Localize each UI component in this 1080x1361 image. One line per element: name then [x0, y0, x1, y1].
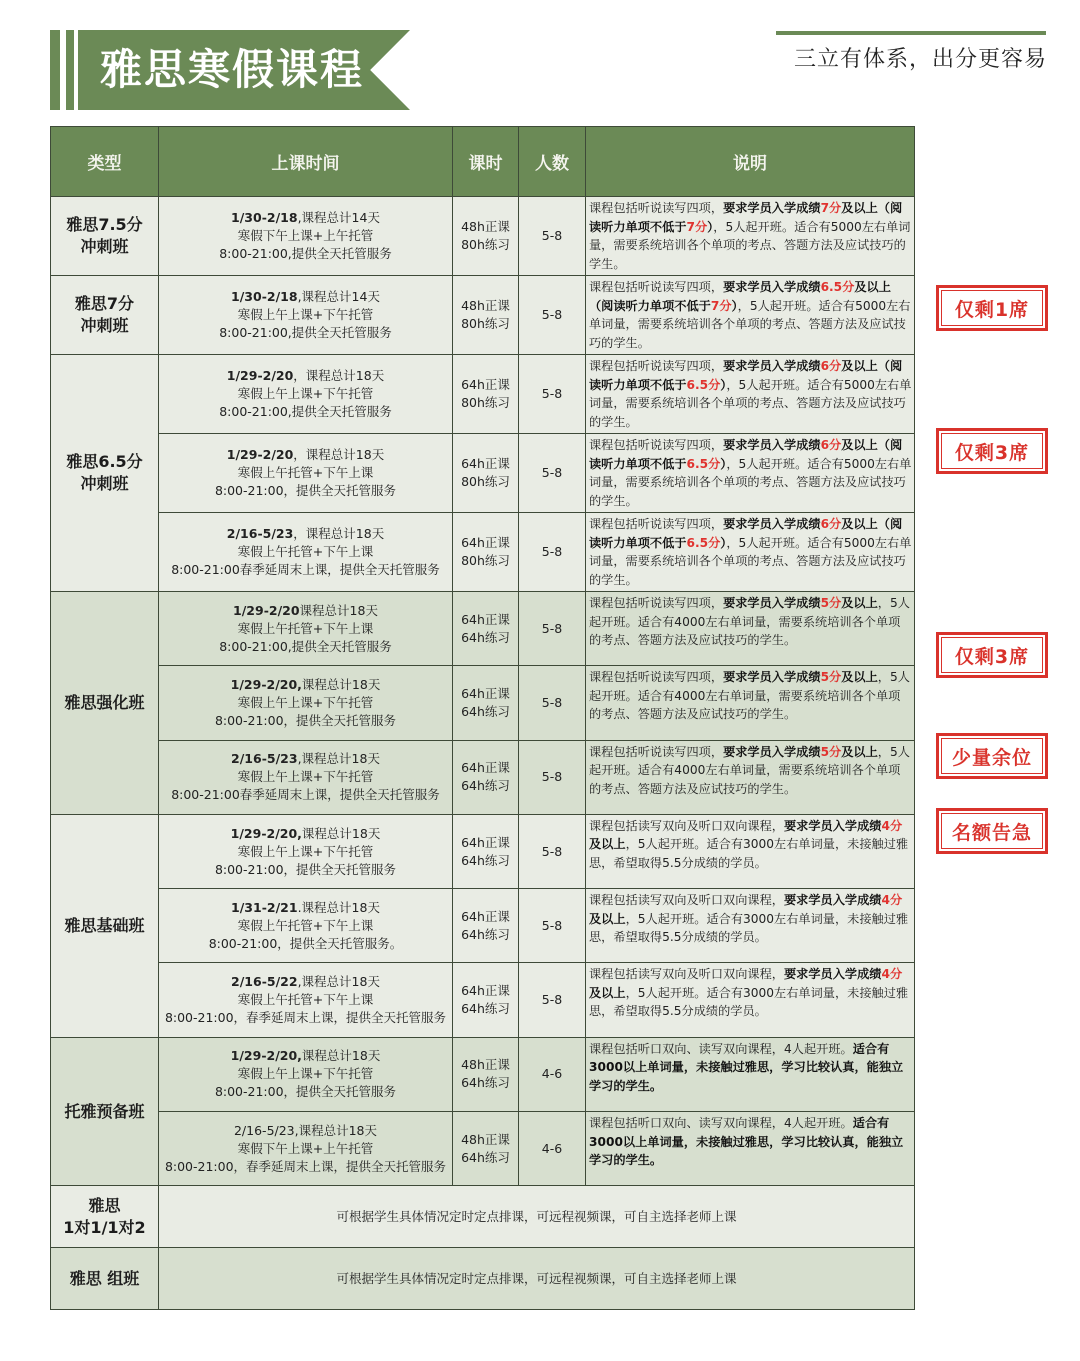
schedule-cell — [159, 889, 453, 963]
date-range: 1/29-2/20 — [233, 602, 300, 618]
description-post: ，5人起开班。适合有5000左右单词量，需要系统培训各个单项的考点、答题方法及应试技巧的学生。 — [589, 535, 912, 587]
course-duration: ,课程总计14天 — [297, 210, 380, 225]
description-post: ，5人起开班。适合有5000左右单词量，需要系统培训各个单项的考点、答题方法及应试技巧的学生。 — [589, 298, 911, 350]
description-cell — [586, 963, 915, 1037]
description-b2: 及以上 — [589, 911, 626, 926]
description-b2: 及以上（阅读听力单项不低于 — [589, 438, 903, 471]
hours-cell — [453, 197, 519, 276]
course-type-cell — [51, 276, 159, 355]
service-hours: 8:00-21:00，提供全天托管服务 — [214, 483, 397, 498]
page-title: 雅思寒假课程 — [100, 45, 365, 94]
description-r1: 6分 — [820, 517, 842, 531]
description-b1: 适合有3000以上单词量，未接触过雅思，学习比较认真，能独立学习的学生。 — [589, 1116, 904, 1168]
hours-cell — [453, 1112, 519, 1186]
description-r1: 4分 — [881, 818, 903, 833]
course-type-name: 雅思6.5分 — [66, 452, 143, 471]
description-r2: 6.5分 — [686, 456, 721, 471]
col-header-desc: 说明 — [586, 127, 915, 197]
course-type-name: 雅思基础班 — [64, 915, 145, 935]
practice-hours: 64h练习 — [461, 926, 510, 942]
description-b1: 要求学员入学成绩 — [723, 596, 821, 610]
stamp-label: 少量余位 — [941, 738, 1043, 774]
stamp-label: 仅剩1席 — [941, 290, 1043, 326]
course-type-cell — [51, 197, 159, 276]
class-size-cell: 5-8 — [519, 963, 586, 1037]
course-duration: ,课程总计14天 — [297, 289, 380, 304]
course-duration: .课程总计18天 — [297, 899, 380, 915]
hours-cell — [453, 1037, 519, 1111]
course-type-suffix: 1对1/1对2 — [63, 1217, 146, 1237]
table-row — [51, 1248, 915, 1310]
class-size-cell: 4-6 — [519, 1037, 586, 1111]
service-hours: 8:00-21:00，春季延周末上课，提供全天托管服务 — [164, 1010, 447, 1026]
daily-arrangement: 寒假上午上课+下午托管 — [237, 1066, 374, 1082]
description-b2: 及以上 — [841, 670, 878, 685]
description-post: ，5人起开班。适合有3000左右单词量，未接触过雅思，希望取得5.5分成绩的学员。 — [589, 911, 909, 945]
description-cell — [586, 666, 915, 740]
course-type-suffix: 冲刺班 — [80, 474, 129, 493]
course-type-suffix: 冲刺班 — [80, 316, 129, 335]
description-pre: 课程包括听说读写四项， — [589, 670, 724, 685]
date-range: 2/16-5/22 — [231, 974, 298, 990]
daily-arrangement: 寒假上午托管+下午上课 — [237, 917, 374, 933]
service-hours: 8:00-21:00，春季延周末上课，提供全天托管服务 — [164, 1158, 447, 1174]
daily-arrangement: 寒假上午托管+下午上课 — [237, 620, 374, 636]
course-type-cell — [51, 1248, 159, 1310]
description-post: ，5人起开班。适合有4000左右单词量，需要系统培训各个单项的考点、答题方法及应试技巧的学生。 — [589, 670, 910, 722]
course-duration: ,课程总计18天 — [297, 751, 380, 767]
class-size-cell: 5-8 — [519, 355, 586, 434]
course-duration: 课程总计18天 — [299, 602, 378, 618]
service-hours: 8:00-21:00，提供全天托管服务 — [214, 1084, 397, 1100]
course-type-name: 雅思7.5分 — [66, 215, 143, 234]
hours-cell — [453, 666, 519, 740]
service-hours: 8:00-21:00春季延周末上课，提供全天托管服务 — [171, 562, 440, 577]
course-duration: ，课程总计18天 — [293, 526, 385, 541]
description-post: ，5人起开班。适合有3000左右单词量，未接触过雅思，希望取得5.5分成绩的学员。 — [589, 985, 909, 1019]
availability-stamp — [936, 285, 1048, 331]
course-type-name: 雅思 — [88, 1195, 121, 1215]
schedule-cell — [159, 814, 453, 888]
description-cell — [586, 1112, 915, 1186]
daily-arrangement: 寒假下午上课+上午托管 — [237, 228, 374, 243]
description-post: ，5人起开班。适合有4000左右单词量，需要系统培训各个单项的考点、答题方法及应试技巧的学生。 — [589, 744, 910, 796]
service-hours: 8:00-21:00,提供全天托管服务 — [219, 325, 392, 340]
course-type-cell — [51, 355, 159, 592]
description-r1: 7分 — [820, 201, 842, 215]
description-b2: 及以上 — [589, 837, 626, 852]
lecture-hours: 48h正课 — [461, 219, 510, 234]
table-row — [51, 1186, 915, 1248]
description-b3: ） — [720, 535, 727, 550]
description-pre: 课程包括听说读写四项， — [589, 744, 724, 759]
class-size-cell: 5-8 — [519, 197, 586, 276]
description-pre: 课程包括听口双向、读写双向课程，4人起开班。 — [589, 1116, 853, 1131]
title-banner — [50, 30, 410, 110]
table-row — [51, 276, 915, 355]
description-pre: 课程包括读写双向及听口双向课程， — [589, 893, 784, 908]
schedule-cell — [159, 592, 453, 666]
table-row — [51, 197, 915, 276]
description-r1: 6分 — [820, 438, 842, 452]
course-type-name: 雅思 组班 — [69, 1268, 140, 1288]
course-table — [50, 126, 915, 1310]
course-type-cell — [51, 1037, 159, 1186]
practice-hours: 64h练习 — [461, 852, 510, 868]
hours-cell — [453, 963, 519, 1037]
course-type-name: 雅思7分 — [74, 294, 135, 313]
hours-cell — [453, 740, 519, 814]
class-size-cell: 4-6 — [519, 1112, 586, 1186]
description-cell — [586, 513, 915, 592]
date-range: 1/30-2/18 — [231, 289, 298, 304]
description-post: ，5人起开班。适合有5000左右单词量，需要系统培训各个单项的考点、答题方法及应试技巧的学生。 — [589, 219, 911, 271]
col-header-time: 上课时间 — [159, 127, 453, 197]
lecture-hours: 48h正课 — [461, 1057, 510, 1073]
availability-stamp — [936, 808, 1048, 854]
description-b1: 要求学员入学成绩 — [723, 438, 821, 452]
schedule-cell — [159, 1112, 453, 1186]
course-type-cell — [51, 1186, 159, 1248]
practice-hours: 64h练习 — [461, 703, 510, 719]
course-duration: 2/16-5/23,课程总计18天 — [233, 1122, 378, 1138]
description-post: ，5人起开班。适合有5000左右单词量，需要系统培训各个单项的考点、答题方法及应试技巧的学生。 — [589, 456, 912, 508]
hours-cell — [453, 276, 519, 355]
description-pre: 课程包括听说读写四项， — [589, 438, 724, 452]
description-b2: 及以上（阅读听力单项不低于 — [589, 280, 891, 313]
daily-arrangement: 寒假上午托管+下午上课 — [237, 465, 374, 480]
table-row — [51, 740, 915, 814]
table-body — [51, 197, 915, 1310]
table-row — [51, 513, 915, 592]
schedule-cell — [159, 355, 453, 434]
description-r1: 5分 — [820, 596, 842, 610]
availability-stamp — [936, 733, 1048, 779]
description-cell — [586, 197, 915, 276]
service-hours: 8:00-21:00,提供全天托管服务 — [219, 404, 392, 419]
description-r2: 7分 — [686, 219, 708, 234]
banner-stripe — [50, 30, 60, 110]
schedule-cell — [159, 963, 453, 1037]
description-b2: 及以上（阅读听力单项不低于 — [589, 201, 903, 234]
lecture-hours: 64h正课 — [461, 908, 510, 924]
lecture-hours: 64h正课 — [461, 611, 510, 627]
description-b1: 要求学员入学成绩 — [784, 967, 882, 982]
description-r1: 5分 — [820, 744, 842, 759]
class-size-cell: 5-8 — [519, 666, 586, 740]
table-row — [51, 592, 915, 666]
description-cell — [586, 434, 915, 513]
description-post: ，5人起开班。适合有4000左右单词量，需要系统培训各个单项的考点、答题方法及应试技巧的学生。 — [589, 596, 910, 647]
banner-stripe — [66, 30, 74, 110]
lecture-hours: 64h正课 — [461, 535, 510, 550]
lecture-hours: 48h正课 — [461, 298, 510, 313]
lecture-hours: 64h正课 — [461, 834, 510, 850]
course-duration: ，课程总计18天 — [293, 368, 385, 383]
class-size-cell: 5-8 — [519, 592, 586, 666]
description-cell — [586, 814, 915, 888]
description-r1: 6分 — [820, 359, 842, 373]
description-post: ，5人起开班。适合有5000左右单词量，需要系统培训各个单项的考点、答题方法及应试技巧的学生。 — [589, 377, 912, 429]
flexible-schedule-note: 可根据学生具体情况定时定点排课，可远程视频课，可自主选择老师上课 — [159, 1186, 915, 1248]
description-pre: 课程包括听说读写四项， — [589, 280, 724, 294]
practice-hours: 80h练习 — [461, 316, 510, 331]
col-header-hours: 课时 — [453, 127, 519, 197]
practice-hours: 64h练习 — [461, 778, 510, 794]
class-size-cell: 5-8 — [519, 434, 586, 513]
class-size-cell: 5-8 — [519, 276, 586, 355]
service-hours: 8:00-21:00,提供全天托管服务 — [219, 246, 392, 261]
practice-hours: 64h练习 — [461, 1075, 510, 1091]
table-row — [51, 814, 915, 888]
date-range: 1/29-2/20, — [230, 676, 302, 692]
schedule-cell — [159, 666, 453, 740]
description-b1: 要求学员入学成绩 — [723, 280, 821, 294]
description-b3: ） — [707, 219, 714, 234]
stamp-label: 仅剩3席 — [941, 637, 1043, 673]
schedule-cell — [159, 740, 453, 814]
daily-arrangement: 寒假上午上课+下午托管 — [237, 694, 374, 710]
table-row — [51, 889, 915, 963]
description-b1: 要求学员入学成绩 — [723, 744, 821, 759]
description-b2: 及以上 — [589, 985, 626, 1000]
description-b2: 及以上（阅读听力单项不低于 — [589, 359, 903, 392]
daily-arrangement: 寒假上午托管+下午上课 — [237, 992, 374, 1008]
description-r1: 4分 — [881, 967, 903, 982]
description-cell — [586, 592, 915, 666]
description-pre: 课程包括读写双向及听口双向课程， — [589, 967, 784, 982]
slogan: 三立有体系，出分更容易 — [794, 47, 1048, 72]
description-b2: 及以上 — [841, 744, 878, 759]
daily-arrangement: 寒假上午上课+下午托管 — [237, 843, 374, 859]
service-hours: 8:00-21:00，提供全天托管服务 — [214, 861, 397, 877]
date-range: 1/29-2/20 — [226, 368, 294, 383]
course-duration: 课程总计18天 — [301, 825, 381, 841]
date-range: 2/16-5/23 — [226, 526, 294, 541]
date-range: 1/29-2/20, — [230, 1048, 302, 1064]
slogan-divider — [776, 31, 1046, 35]
description-b2: 及以上（阅读听力单项不低于 — [589, 517, 903, 550]
description-b1: 要求学员入学成绩 — [723, 201, 821, 215]
practice-hours: 64h练习 — [461, 1001, 510, 1017]
description-b1: 要求学员入学成绩 — [723, 359, 821, 373]
lecture-hours: 64h正课 — [461, 377, 510, 392]
daily-arrangement: 寒假下午上课+上午托管 — [237, 1140, 374, 1156]
class-size-cell: 5-8 — [519, 513, 586, 592]
description-b2: 及以上 — [841, 596, 878, 610]
description-b1: 适合有3000以上单词量，未接触过雅思，学习比较认真，能独立学习的学生。 — [589, 1041, 904, 1093]
description-cell — [586, 740, 915, 814]
class-size-cell: 5-8 — [519, 889, 586, 963]
practice-hours: 80h练习 — [461, 553, 510, 568]
course-duration: 课程总计18天 — [301, 676, 381, 692]
service-hours: 8:00-21:00春季延周末上课，提供全天托管服务 — [171, 787, 440, 803]
description-r2: 6.5分 — [686, 377, 721, 392]
class-size-cell: 5-8 — [519, 740, 586, 814]
description-pre: 课程包括听说读写四项， — [589, 596, 724, 610]
date-range: 1/31-2/21 — [231, 899, 298, 915]
description-pre: 课程包括听说读写四项， — [589, 359, 724, 373]
description-b3: ） — [720, 377, 727, 392]
practice-hours: 80h练习 — [461, 237, 510, 252]
description-b1: 要求学员入学成绩 — [784, 893, 882, 908]
schedule-cell — [159, 197, 453, 276]
description-r1: 4分 — [881, 893, 903, 908]
schedule-cell — [159, 434, 453, 513]
service-hours: 8:00-21:00，提供全天托管服务。 — [208, 935, 403, 951]
description-pre: 课程包括听说读写四项， — [589, 517, 724, 531]
practice-hours: 64h练习 — [461, 1149, 510, 1165]
daily-arrangement: 寒假上午上课+下午托管 — [237, 307, 374, 322]
hours-cell — [453, 889, 519, 963]
table-row — [51, 666, 915, 740]
lecture-hours: 64h正课 — [461, 456, 510, 471]
lecture-hours: 64h正课 — [461, 760, 510, 776]
hours-cell — [453, 814, 519, 888]
col-header-size: 人数 — [519, 127, 586, 197]
description-r1: 6.5分 — [820, 280, 855, 294]
description-cell — [586, 1037, 915, 1111]
course-type-name: 雅思强化班 — [64, 692, 145, 712]
description-pre: 课程包括听口双向、读写双向课程，4人起开班。 — [589, 1041, 853, 1056]
hours-cell — [453, 513, 519, 592]
table-row — [51, 434, 915, 513]
stamp-label: 仅剩3席 — [941, 433, 1043, 469]
course-duration: 课程总计18天 — [301, 1048, 381, 1064]
schedule-cell — [159, 1037, 453, 1111]
table-row — [51, 1037, 915, 1111]
description-r2: 7分 — [710, 298, 732, 313]
class-size-cell: 5-8 — [519, 814, 586, 888]
table-row — [51, 963, 915, 1037]
table-row — [51, 1112, 915, 1186]
description-b1: 要求学员入学成绩 — [784, 818, 882, 833]
table-header-row — [51, 127, 915, 197]
service-hours: 8:00-21:00，提供全天托管服务 — [214, 712, 397, 728]
schedule-cell — [159, 513, 453, 592]
hours-cell — [453, 355, 519, 434]
stamp-label: 名额告急 — [941, 813, 1043, 849]
flexible-schedule-note: 可根据学生具体情况定时定点排课，可远程视频课，可自主选择老师上课 — [159, 1248, 915, 1310]
daily-arrangement: 寒假上午托管+下午上课 — [237, 544, 374, 559]
practice-hours: 80h练习 — [461, 395, 510, 410]
description-cell — [586, 276, 915, 355]
daily-arrangement: 寒假上午上课+下午托管 — [237, 769, 374, 785]
service-hours: 8:00-21:00,提供全天托管服务 — [219, 638, 392, 654]
practice-hours: 80h练习 — [461, 474, 510, 489]
description-b1: 要求学员入学成绩 — [723, 517, 821, 531]
date-range: 1/29-2/20, — [230, 825, 302, 841]
description-post: ，5人起开班。适合有3000左右单词量，未接触过雅思，希望取得5.5分成绩的学员。 — [589, 837, 909, 870]
course-type-cell — [51, 592, 159, 815]
description-b3: ） — [731, 298, 738, 313]
hours-cell — [453, 434, 519, 513]
availability-stamp — [936, 632, 1048, 678]
daily-arrangement: 寒假上午上课+下午托管 — [237, 386, 374, 401]
date-range: 1/30-2/18 — [231, 210, 298, 225]
description-r1: 5分 — [820, 670, 842, 685]
course-duration: ,课程总计18天 — [297, 974, 380, 990]
col-header-type: 类型 — [51, 127, 159, 197]
schedule-cell — [159, 276, 453, 355]
description-cell — [586, 889, 915, 963]
hours-cell — [453, 592, 519, 666]
date-range: 2/16-5/23 — [231, 751, 298, 767]
date-range: 1/29-2/20 — [226, 447, 294, 462]
description-b3: ） — [720, 456, 727, 471]
lecture-hours: 64h正课 — [461, 685, 510, 701]
availability-stamp — [936, 428, 1048, 474]
course-type-name: 托雅预备班 — [64, 1101, 145, 1121]
lecture-hours: 64h正课 — [461, 983, 510, 999]
description-b1: 要求学员入学成绩 — [723, 670, 821, 685]
course-type-suffix: 冲刺班 — [80, 237, 129, 256]
description-pre: 课程包括读写双向及听口双向课程， — [589, 818, 784, 833]
course-duration: ，课程总计18天 — [293, 447, 385, 462]
description-pre: 课程包括听说读写四项， — [589, 201, 724, 215]
description-cell — [586, 355, 915, 434]
table-row — [51, 355, 915, 434]
course-type-cell — [51, 814, 159, 1037]
practice-hours: 64h练习 — [461, 629, 510, 645]
description-r2: 6.5分 — [686, 535, 721, 550]
lecture-hours: 48h正课 — [461, 1131, 510, 1147]
